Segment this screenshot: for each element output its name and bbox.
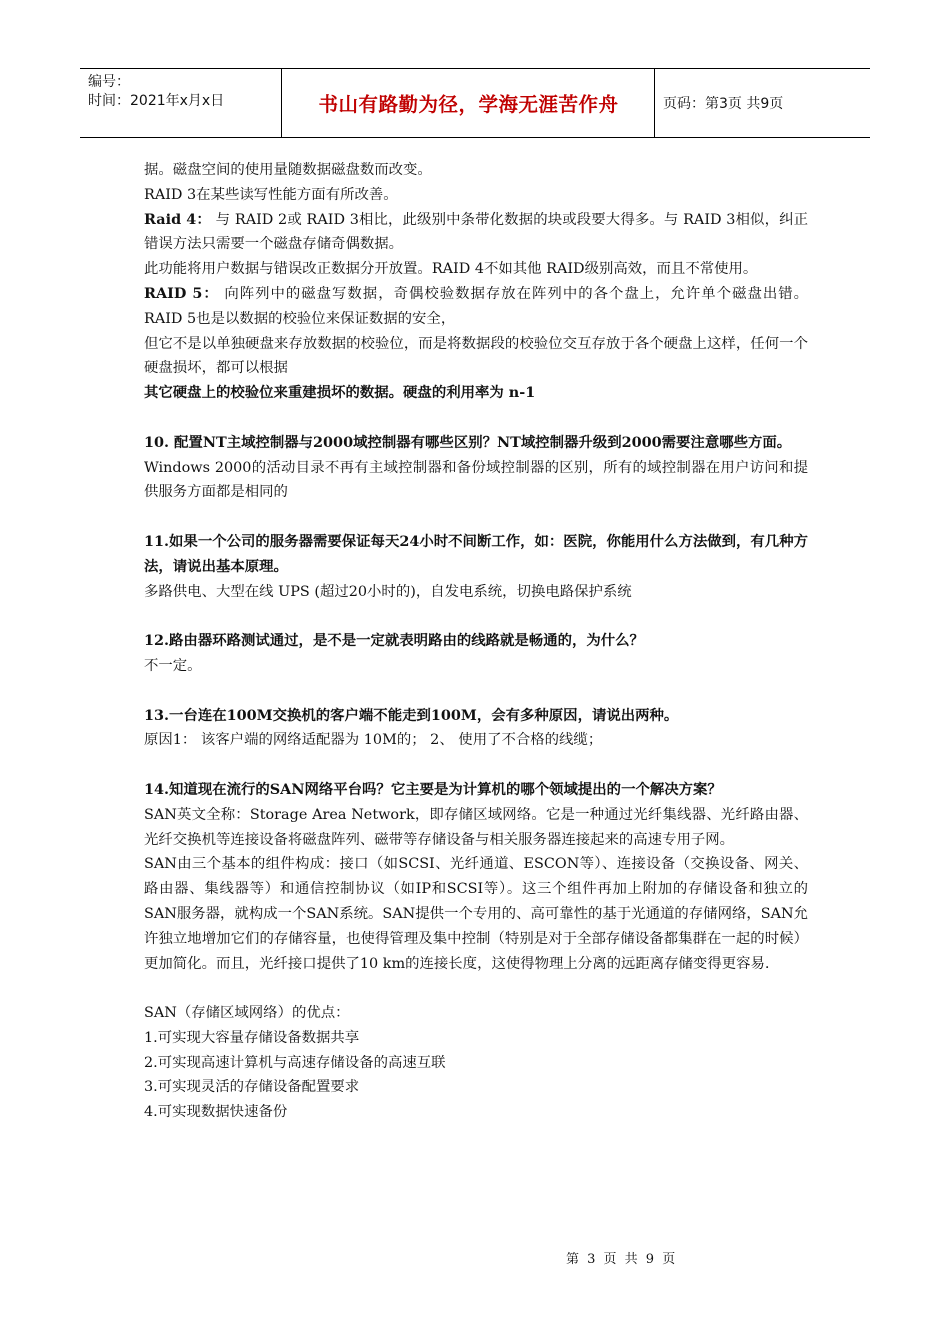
advantages-title: SAN（存储区域网络）的优点：	[144, 1005, 350, 1022]
paragraph: 此功能将用户数据与错误改正数据分开放置。RAID 4不如其他 RAID级别高效，而且不常使用。	[144, 261, 758, 278]
time-label: 时间：2021年x月x日	[88, 93, 225, 109]
advantage-item: 4.可实现数据快速备份	[144, 1104, 288, 1121]
advantage-item: 2.可实现高速计算机与高速存储设备的高速互联	[144, 1054, 446, 1071]
raid4-term: Raid 4：	[144, 210, 211, 228]
paragraph: RAID 3在某些读写性能方面有所改善。	[144, 186, 398, 203]
raid5-text: 向阵列中的磁盘写数据，奇偶校验数据存放在阵列中的各个盘上，允许单个磁盘出错。 RAID 5也是以数据的校验位来保证数据的安全，	[144, 285, 809, 327]
advantage-item: 1.可实现大容量存储设备数据共享	[144, 1029, 360, 1046]
paragraph: 据。磁盘空间的使用量随数据磁盘数而改变。	[144, 162, 432, 178]
raid4-paragraph	[144, 208, 808, 258]
page-footer: 第 3 页 共 9 页	[566, 1252, 676, 1267]
question-10: 10. 配置NT主域控制器与2000域控制器有哪些区别？NT域控制器升级到2000需要注意哪些方面。	[144, 433, 792, 451]
answer-11: 多路供电、大型在线 UPS (超过20小时的)，自发电系统，切换电路保护系统	[144, 583, 632, 600]
answer-13: 原因1： 该客户端的网络适配器为 10M的； 2、 使用了不合格的线缆；	[144, 732, 603, 749]
raid5-paragraph	[144, 282, 808, 332]
answer-14-part1: SAN英文全称：Storage Area Network，即存储区域网络。它是一种通过光纤集线器、光纤路由器、光纤交换机等连接设备将磁盘阵列、磁带等存储设备与相关服务器连接起来的高速专用子网。	[144, 806, 808, 848]
question-14: 14.知道现在流行的SAN网络平台吗？它主要是为计算机的哪个领域提出的一个解决方案？	[144, 780, 722, 798]
page-header	[80, 68, 870, 138]
header-page-label: 页码：第3页 共9页	[663, 96, 784, 112]
question-12: 12.路由器环路测试通过，是不是一定就表明路由的线路就是畅通的，为什么？	[144, 632, 644, 650]
question-11: 11.如果一个公司的服务器需要保证每天24小时不间断工作，如：医院，你能用什么方法做到，有几种方法，请说出基本原理。	[144, 532, 808, 575]
answer-14-part2: SAN由三个基本的组件构成：接口（如SCSI、光纤通道、ESCON等）、连接设备（交换设备、网关、路由器、集线器等）和通信控制协议（如IP和SCSI等）。这三个组件再加上附加的存储设备和独立的SAN服务器，就构成一个SAN系统。SAN提供一个专用的、高可靠性的基于光通道的存储网络，SAN允许独立地增加它们的存储容量，也使得管理及集中控制（特别是对于全部存储设备都集群在一起的时候）更加简化。而且，光纤接口提供了10 km的连接长度，这使得物理上分离的远距离存储变得更容易.	[144, 856, 808, 972]
answer-10: Windows 2000的活动目录不再有主域控制器和备份域控制器的区别，所有的域控制器在用户访问和提供服务方面都是相同的	[144, 459, 808, 501]
header-motto: 书山有路勤为径，学海无涯苦作舟	[283, 69, 655, 137]
advantage-item: 3.可实现灵活的存储设备配置要求	[144, 1079, 360, 1096]
answer-12: 不一定。	[144, 657, 202, 674]
question-13: 13.一台连在100M交换机的客户端不能走到100M，会有多种原因，请说出两种。	[144, 706, 679, 724]
paragraph-bold: 其它硬盘上的校验位来重建损坏的数据。硬盘的利用率为 n-1	[144, 384, 536, 402]
raid5-term: RAID 5：	[144, 284, 219, 302]
header-info-cell	[80, 69, 282, 137]
number-label: 编号：	[88, 74, 130, 90]
raid4-text: 与 RAID 2或 RAID 3相比，此级别中条带化数据的块或段要大得多。与 RAID 3相似，纠正错误方法只需要一个磁盘存储奇偶数据。	[144, 211, 809, 253]
document-body	[144, 158, 808, 1125]
paragraph: 但它不是以单独硬盘来存放数据的校验位，而是将数据段的校验位交互存放于各个硬盘上这样，任何一个硬盘损坏，都可以根据	[144, 335, 808, 377]
